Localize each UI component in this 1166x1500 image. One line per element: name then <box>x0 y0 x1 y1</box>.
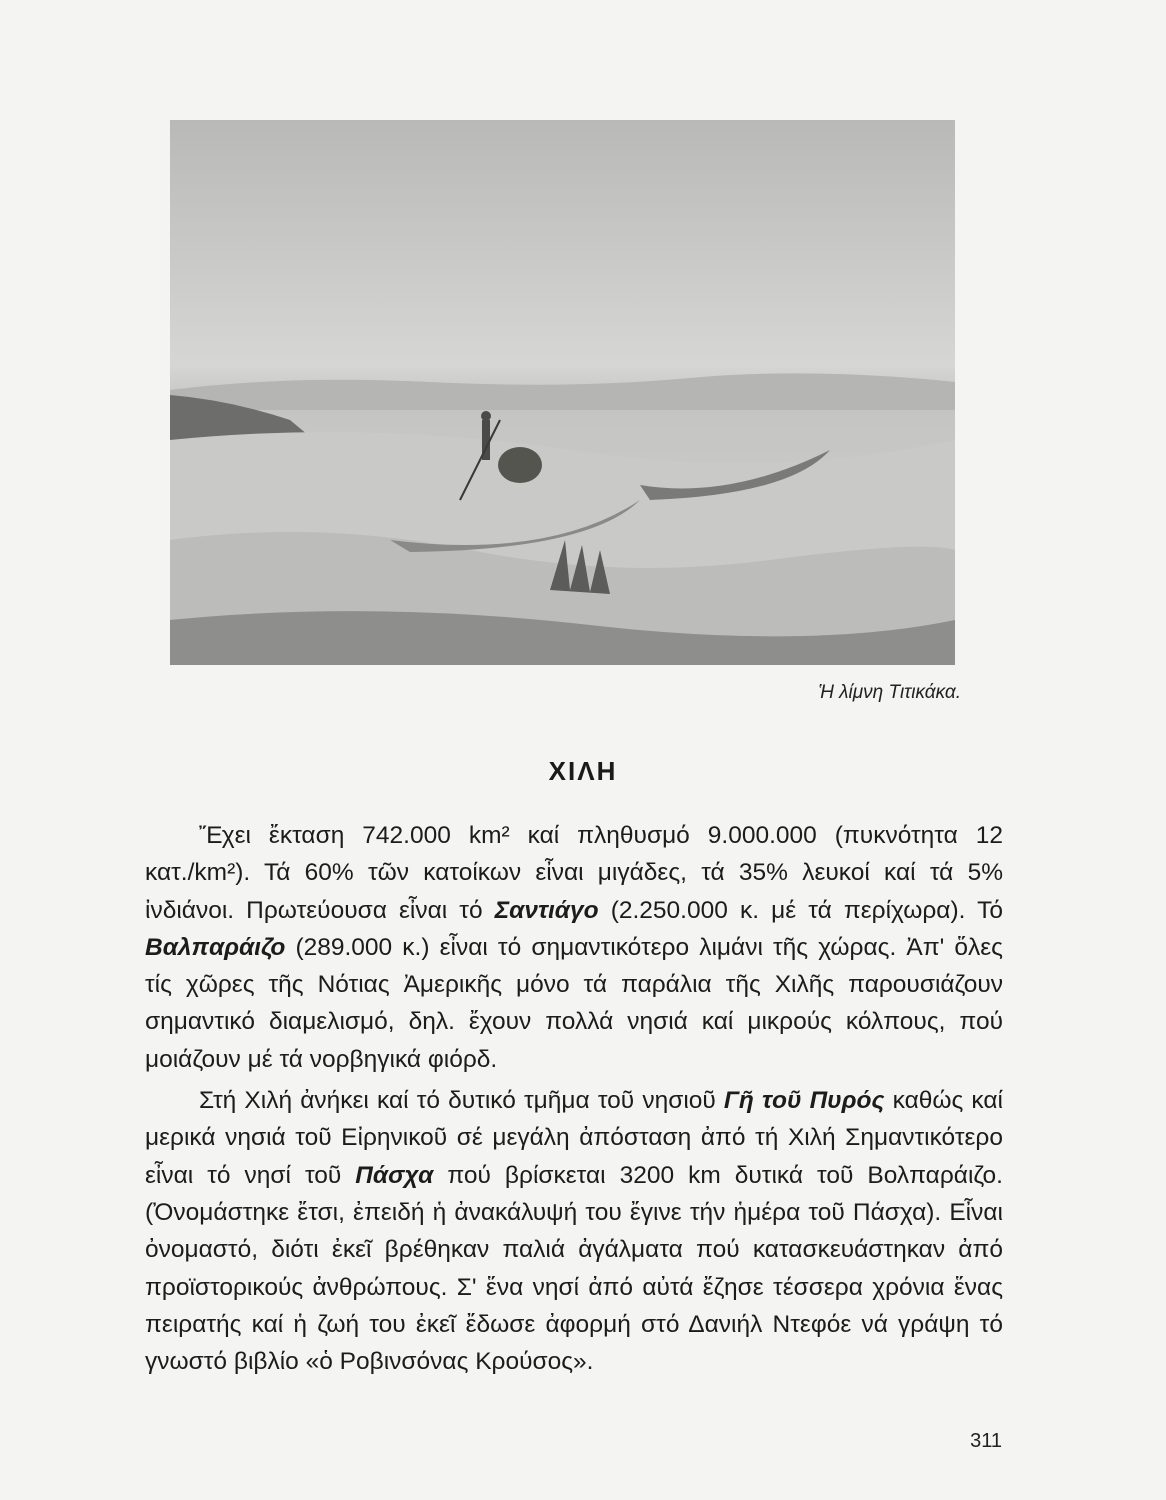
text-run: (2.250.000 κ. μέ τά περίχωρα). Τό <box>598 896 1003 924</box>
text-run: Ἔχει ἔκταση 742.000 km² καί πληθυσμό 9.000.000 (πυκνότητα 12 κατ./km²). Τά 60% τῶν κατοίκων εἶναι μιγάδες, τά 35% λευκοί καί τά 5% ἰνδιάνοι. Πρωτεύουσα εἶναι τό <box>145 822 1003 924</box>
text-run: Στή Χιλή ἀνήκει καί τό δυτικό τμῆμα τοῦ νησιοῦ <box>199 1087 724 1115</box>
text-run: (289.000 κ.) εἶναι τό σημαντικότερο λιμάνι τῆς χώρας. Ἀπ' ὅλες τίς χῶρες τῆς Νότιας Ἀμερικῆς μόνο τά παράλια τῆς Χιλῆς παρουσιάζουν σημαντικό διαμελισμό, δηλ. ἔχουν πολλά νησιά καί μικρούς κόλπους, πού μοιάζουν μέ τά νορβηγικά φιόρδ. <box>145 933 1003 1073</box>
emphasized-term: Σαντιάγο <box>494 896 599 924</box>
emphasized-term: Πάσχα <box>355 1161 434 1189</box>
photo-illustration <box>170 120 955 665</box>
emphasized-term: Γῆ τοῦ Πυρός <box>723 1087 885 1115</box>
paragraph <box>145 1082 1003 1380</box>
paragraph <box>145 817 1003 1078</box>
body-text <box>145 817 1003 1380</box>
page-number: 311 <box>970 1430 1002 1452</box>
lake-titicaca-photo <box>170 120 955 665</box>
emphasized-term: Βαλπαράιζο <box>145 933 286 961</box>
photo-caption: Ἡ λίμνη Τιτικάκα. <box>818 682 961 703</box>
text-run: πού βρίσκεται 3200 km δυτικά τοῦ Βολπαράιζο. (Ὀνομάστηκε ἔτσι, ἐπειδή ἡ ἀνακάλυψή του ἔγινε τήν ἡμέρα τοῦ Πάσχα). Εἶναι ὀνομαστό, διότι ἐκεῖ βρέθηκαν παλιά ἀγάλματα πού κατασκευάστηκαν ἀπό προϊστορικούς ἀνθρώπους. Σ' ἕνα νησί ἀπό αὐτά ἔζησε τέσσερα χρόνια ἕνας πειρατής καί ἡ ζωή του ἐκεῖ ἔδωσε ἀφορμή στό Δανιήλ Ντεφόε νά γράψη τό γνωστό βιβλίο «ὁ Ροβινσόνας Κρούσος». <box>145 1161 1003 1376</box>
section-title: ΧΙΛΗ <box>548 756 618 786</box>
text-run: καθώς καί μερικά νησιά τοῦ Εἰρηνικοῦ σέ μεγάλη ἀπόσταση ἀπό τή Χιλή Σημαντικότερο εἶναι τό νησί τοῦ <box>145 1087 1003 1189</box>
